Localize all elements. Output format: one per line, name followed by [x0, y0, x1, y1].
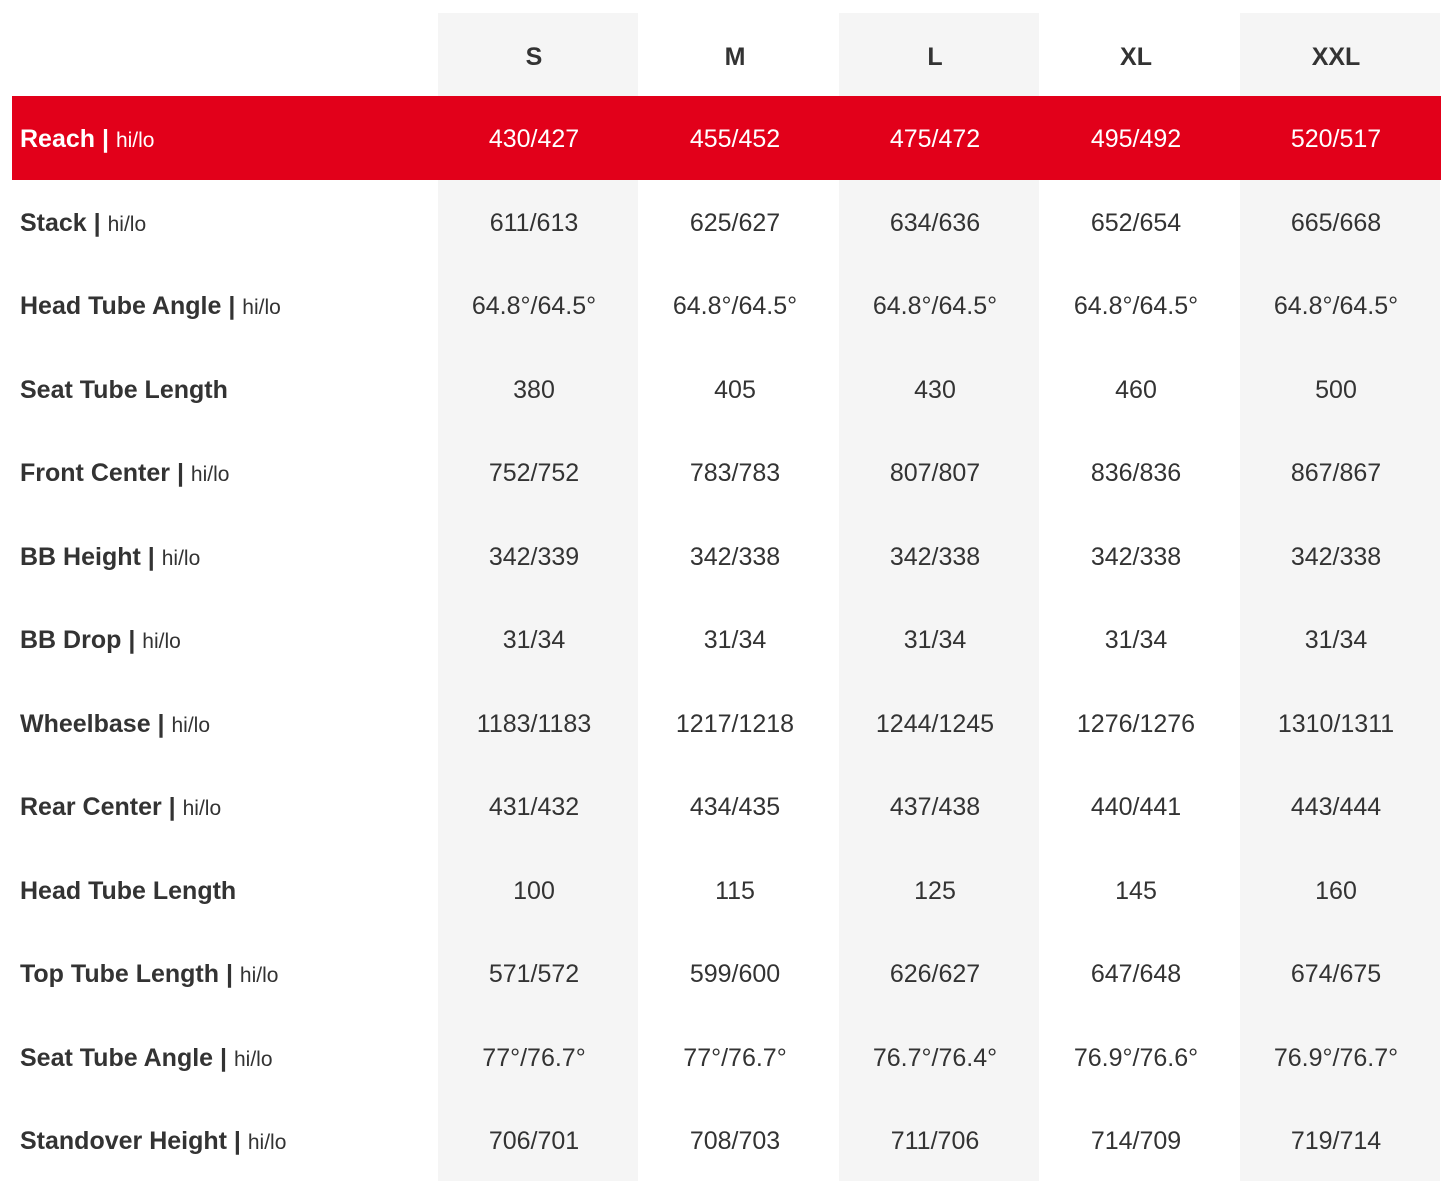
row-label — [20, 764, 221, 848]
row-label-unit: hi/lo — [233, 1047, 273, 1071]
table-cell-xl: 342/338 — [1090, 542, 1182, 571]
table-cell-l: 807/807 — [889, 459, 981, 487]
table-cell-xxl: 1310/1311 — [1277, 709, 1395, 738]
table-cell-m: 783/783 — [689, 459, 781, 487]
table-cell-s: 31/34 — [502, 626, 566, 654]
row-label-separator: | — [226, 1127, 248, 1155]
row-label-text: Head Tube Length — [20, 876, 237, 905]
table-cell-m: 115 — [715, 876, 755, 905]
table-cell-xxl: 443/444 — [1290, 793, 1382, 821]
table-cell-s: 1183/1183 — [476, 709, 592, 738]
row-label-text: Head Tube Angle — [20, 292, 222, 320]
table-row — [12, 764, 1441, 848]
row-label-text: BB Drop — [20, 626, 122, 654]
table-cell-l: 125 — [914, 876, 956, 905]
table-cell-m: 455/452 — [689, 125, 781, 153]
table-cell-xxl: 31/34 — [1304, 626, 1368, 654]
table-row — [12, 430, 1441, 514]
size-header-s: S — [525, 43, 543, 71]
row-label-separator: | — [150, 709, 172, 738]
table-cell-l: 64.8°/64.5° — [872, 292, 998, 320]
table-cell-xl: 440/441 — [1090, 793, 1182, 821]
table-cell-s: 706/701 — [488, 1127, 580, 1155]
table-cell-xxl: 342/338 — [1290, 542, 1382, 571]
table-cell-m: 434/435 — [689, 793, 781, 821]
row-label — [20, 597, 181, 681]
table-row — [12, 1015, 1441, 1099]
row-label-unit: hi/lo — [242, 296, 281, 319]
row-label — [20, 1098, 286, 1182]
row-label — [20, 931, 278, 1015]
table-cell-s: 431/432 — [488, 793, 580, 821]
row-label-unit: hi/lo — [142, 630, 181, 653]
table-cell-m: 31/34 — [703, 626, 767, 654]
row-label-separator: | — [170, 459, 191, 487]
row-label-separator: | — [140, 542, 162, 571]
row-label — [20, 180, 146, 264]
row-label — [20, 347, 228, 431]
table-cell-m: 342/338 — [689, 542, 781, 571]
row-label — [20, 96, 154, 180]
row-label-separator: | — [221, 292, 243, 320]
table-cell-s: 77°/76.7° — [482, 1043, 586, 1072]
table-cell-xxl: 719/714 — [1290, 1127, 1382, 1155]
table-row — [12, 347, 1441, 431]
table-cell-xxl: 76.9°/76.7° — [1273, 1043, 1399, 1072]
row-label — [20, 514, 200, 598]
table-cell-s: 430/427 — [488, 125, 580, 153]
table-cell-xxl: 867/867 — [1290, 459, 1382, 487]
row-label-unit: hi/lo — [239, 964, 279, 987]
table-cell-m: 405 — [714, 375, 756, 404]
row-label-separator: | — [95, 125, 116, 153]
table-cell-xl: 64.8°/64.5° — [1073, 292, 1199, 320]
table-cell-xl: 495/492 — [1090, 125, 1182, 153]
table-cell-m: 625/627 — [689, 208, 781, 237]
table-row — [12, 848, 1441, 932]
table-cell-xl: 652/654 — [1090, 208, 1182, 237]
table-row — [12, 514, 1441, 598]
table-cell-xl: 145 — [1115, 876, 1157, 905]
table-row — [12, 96, 1441, 180]
size-header-xl: XL — [1120, 43, 1152, 71]
table-cell-xxl: 665/668 — [1290, 208, 1382, 237]
table-cell-s: 342/339 — [488, 542, 580, 571]
row-label — [20, 1015, 273, 1099]
table-row — [12, 931, 1441, 1015]
table-cell-xl: 714/709 — [1090, 1127, 1182, 1155]
row-label-text: Wheelbase — [20, 709, 151, 738]
row-label-text: BB Height — [20, 542, 141, 571]
size-header-row — [12, 13, 1441, 96]
table-cell-xxl: 160 — [1315, 876, 1357, 905]
table-cell-s: 64.8°/64.5° — [471, 292, 597, 320]
table-cell-xxl: 674/675 — [1290, 960, 1382, 988]
row-label-text: Rear Center — [20, 793, 162, 821]
row-label-separator: | — [219, 960, 240, 988]
table-cell-s: 380 — [513, 375, 555, 404]
table-cell-xl: 31/34 — [1104, 626, 1168, 654]
row-label-unit: hi/lo — [190, 463, 230, 486]
row-label-unit: hi/lo — [115, 129, 155, 152]
row-label-separator: | — [161, 793, 183, 821]
table-cell-l: 711/706 — [890, 1127, 980, 1155]
row-label-unit: hi/lo — [182, 797, 222, 820]
table-cell-l: 475/472 — [889, 125, 981, 153]
row-label-unit: hi/lo — [247, 1131, 287, 1154]
row-label-separator: | — [121, 626, 143, 654]
row-label-unit: hi/lo — [171, 713, 211, 737]
row-label-text: Reach — [20, 125, 96, 153]
table-cell-m: 77°/76.7° — [683, 1043, 787, 1072]
table-cell-m: 599/600 — [689, 960, 781, 988]
table-cell-m: 64.8°/64.5° — [672, 292, 798, 320]
table-cell-xl: 647/648 — [1090, 960, 1182, 988]
table-row — [12, 263, 1441, 347]
row-label-text: Front Center — [20, 459, 170, 487]
table-cell-l: 634/636 — [889, 208, 981, 237]
table-cell-xl: 836/836 — [1090, 459, 1182, 487]
row-label-text: Seat Tube Length — [20, 375, 228, 404]
table-row — [12, 681, 1441, 765]
table-cell-xxl: 520/517 — [1290, 125, 1382, 153]
table-cell-l: 76.7°/76.4° — [872, 1043, 998, 1072]
table-cell-xxl: 500 — [1315, 375, 1357, 404]
table-row — [12, 180, 1441, 264]
row-label — [20, 430, 229, 514]
table-cell-l: 626/627 — [889, 960, 981, 988]
table-cell-m: 708/703 — [689, 1127, 781, 1155]
size-header-l: L — [927, 43, 943, 71]
table-cell-s: 571/572 — [488, 960, 580, 988]
table-cell-s: 752/752 — [488, 459, 580, 487]
table-cell-s: 611/613 — [489, 208, 579, 237]
row-label-text: Standover Height — [20, 1127, 227, 1155]
table-cell-xl: 460 — [1115, 375, 1157, 404]
table-cell-l: 31/34 — [903, 626, 967, 654]
table-cell-xl: 1276/1276 — [1076, 709, 1196, 738]
table-cell-l: 342/338 — [889, 542, 981, 571]
row-label-unit: hi/lo — [107, 212, 147, 236]
row-label-unit: hi/lo — [161, 546, 201, 570]
geometry-table — [12, 13, 1441, 1181]
size-header-xxl: XXL — [1311, 43, 1361, 71]
table-row — [12, 1098, 1441, 1182]
table-cell-l: 430 — [914, 375, 956, 404]
table-cell-l: 437/438 — [889, 793, 981, 821]
table-cell-m: 1217/1218 — [675, 709, 795, 738]
table-cell-xl: 76.9°/76.6° — [1073, 1043, 1199, 1072]
size-header-m: M — [724, 43, 746, 71]
table-row — [12, 597, 1441, 681]
table-cell-l: 1244/1245 — [875, 709, 995, 738]
row-label-text: Seat Tube Angle — [20, 1043, 214, 1072]
row-label — [20, 848, 236, 932]
row-label-text: Stack — [20, 208, 87, 237]
table-cell-xxl: 64.8°/64.5° — [1273, 292, 1399, 320]
row-label — [20, 263, 281, 347]
table-cell-s: 100 — [513, 876, 555, 905]
row-label-separator: | — [213, 1043, 234, 1072]
row-label-text: Top Tube Length — [20, 960, 220, 988]
row-label-separator: | — [86, 208, 108, 237]
row-label — [20, 681, 210, 765]
